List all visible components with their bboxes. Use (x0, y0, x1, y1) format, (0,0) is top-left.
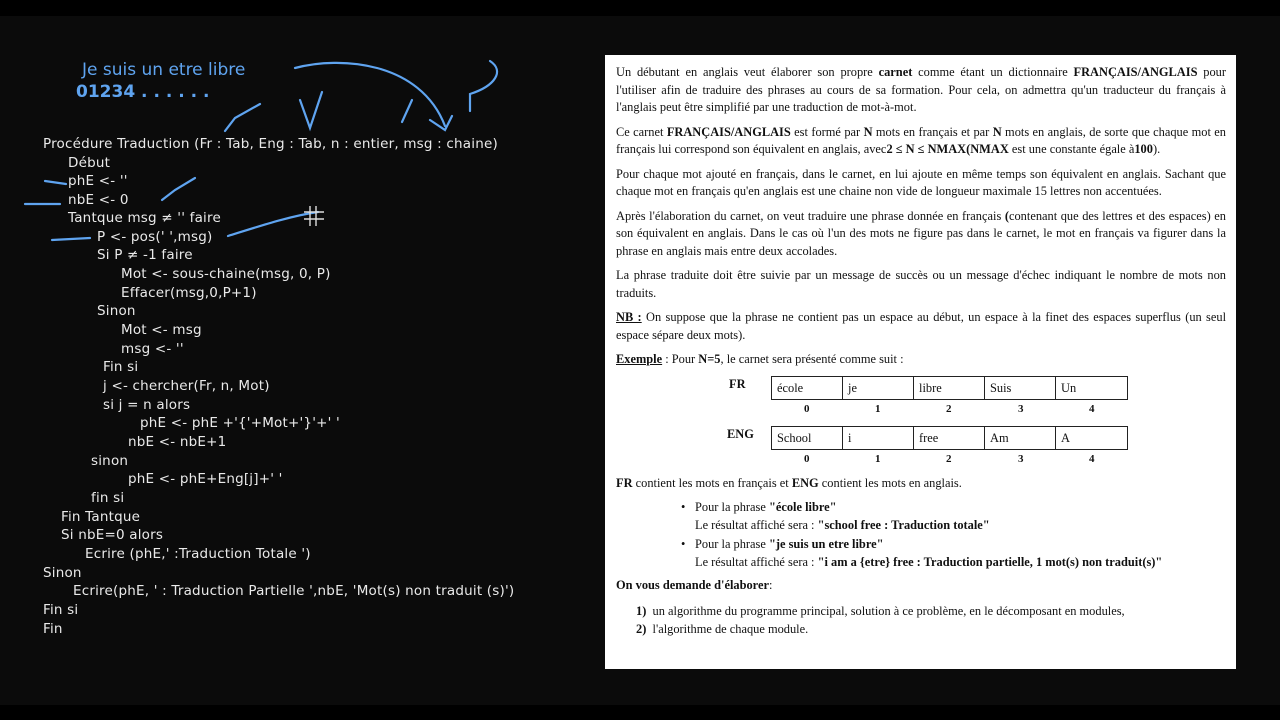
code-line: si j = n alors (103, 397, 191, 413)
paragraph-message: La phrase traduite doit être suivie par un message de succès ou un message d'échec indiquant le nombre de mots non traduits. (616, 268, 1226, 300)
code-line: Mot <- sous-chaine(msg, 0, P) (121, 266, 331, 282)
code-line: Fin si (103, 359, 139, 375)
handwritten-code-pane (0, 16, 600, 705)
paragraph-intro: Un débutant en anglais veut élaborer son propre carnet comme étant un dictionnaire FRANÇAIS/ANGLAIS pour l'utiliser afin de traduire des phrases au cours de sa formation. Pour cela, on admettra qu'un traducteur du français à l'anglais peut être simplifié par une traduction de mot-à-mot. (616, 65, 1226, 114)
ink-question-mark (470, 61, 497, 111)
code-line: Début (68, 155, 111, 171)
index-label: 2 (946, 402, 952, 415)
code-line: Ecrire(phE, ' : Traduction Partielle ',nbE, 'Mot(s) non traduit (s)') (73, 583, 515, 599)
exercise-document (605, 55, 1236, 669)
paragraph-ask: On vous demande d'élaborer: (616, 578, 773, 592)
code-line: phE <- phE+Eng[j]+' ' (128, 471, 283, 487)
top-bar (0, 0, 1280, 16)
code-line: Fin Tantque (61, 509, 141, 525)
ink-line-to-cursor (228, 212, 318, 236)
code-line: Procédure Traduction (Fr : Tab, Eng : Tab, n : entier, msg : chaine) (43, 136, 498, 152)
code-line: nbE <- 0 (68, 192, 129, 208)
eng-cells (771, 426, 1128, 450)
fr-cell: libre (914, 377, 985, 399)
paragraph-nb: NB : On suppose que la phrase ne contient pas un espace au début, un espace à la finet des espaces superflus (un seul espace sépare deux mots). (616, 310, 1227, 342)
code-line: Si nbE=0 alors (61, 527, 164, 543)
example-item: • Pour la phrase "école libre" Le résultat affiché sera : "school free : Traduction totale" (695, 499, 1226, 534)
ink-check-1 (225, 104, 260, 131)
index-label: 4 (1089, 452, 1095, 465)
code-line: fin si (91, 490, 125, 506)
ink-dash-1 (45, 181, 66, 184)
example-heading: Exemple : Pour N=5, le carnet sera présenté comme suit : (616, 352, 904, 366)
fr-indices (624, 400, 1226, 419)
eng-cell: Am (985, 427, 1056, 449)
annotation-indexes: 01234 . . . . . . (76, 82, 210, 102)
ink-check-2 (300, 92, 322, 128)
cursor-icon (304, 206, 324, 226)
code-line: Si P ≠ -1 faire (97, 247, 193, 263)
fr-cell: je (843, 377, 914, 399)
index-label: 3 (1018, 452, 1024, 465)
fr-cells (771, 376, 1128, 400)
index-label: 1 (875, 402, 881, 415)
ink-arrow-curve (295, 63, 445, 126)
eng-cell: i (843, 427, 914, 449)
ink-dash-3 (52, 238, 90, 240)
index-label: 0 (804, 402, 810, 415)
fr-cell: Suis (985, 377, 1056, 399)
eng-cell: School (772, 427, 843, 449)
task-item: 2) l'algorithme de chaque module. (636, 622, 809, 636)
eng-label: ENG (727, 426, 754, 441)
index-label: 2 (946, 452, 952, 465)
code-line: Fin si (43, 602, 79, 618)
index-label: 3 (1018, 402, 1024, 415)
code-line: Ecrire (phE,' :Traduction Totale ') (85, 546, 311, 562)
code-line: nbE <- nbE+1 (128, 434, 227, 450)
code-line: phE <- '' (68, 173, 128, 189)
code-line: P <- pos(' ',msg) (97, 229, 213, 245)
eng-cell: A (1061, 430, 1070, 445)
example-list (616, 499, 1226, 571)
code-line: msg <- '' (121, 341, 184, 357)
fr-label: FR (729, 376, 746, 391)
code-line: Mot <- msg (121, 322, 202, 338)
code-line: sinon (91, 453, 129, 469)
task-item: 1) un algorithme du programme principal, solution à ce problème, en le décomposant en modules, (636, 603, 1125, 618)
paragraph-translation: Après l'élaboration du carnet, on veut traduire une phrase donnée en français (contenant que des lettres et des espaces) en son équivalent en anglais. Dans le cas où l'un des mots ne figure pas dans le carnet, le mot en français va figurer dans la phrase en anglais mais entre deux accolades. (616, 208, 1226, 258)
example-item: • Pour la phrase "je suis un etre libre" Le résultat affiché sera : "i am a {etre} free : Traduction partielle, 1 mot(s) non traduit(s)" (695, 536, 1226, 571)
paragraph-words: Pour chaque mot ajouté en français, dans le carnet, en lui ajoute en même temps son équivalent en anglais. Sachant que chaque mot en français qu'en anglais est une chaine non vide de longueur maximale 15 lettres non accentuées. (616, 166, 1226, 198)
task-list (616, 603, 1226, 639)
index-label: 4 (1089, 402, 1095, 415)
code-line: phE <- phE +'{'+Mot+'}'+' ' (140, 415, 340, 431)
eng-cell: free (914, 427, 985, 449)
ink-tick-3 (402, 100, 412, 122)
eng-indices (624, 450, 1226, 469)
code-line: Sinon (43, 565, 82, 581)
code-line: Fin (43, 621, 63, 637)
fr-cell: Un (1061, 380, 1077, 395)
code-line: Sinon (97, 303, 136, 319)
paragraph-carnet: Ce carnet FRANÇAIS/ANGLAIS est formé par N mots en français et par N mots en anglais, de sorte que chaque mot en français lui correspond son équivalent en anglais, avec2 ≤ N ≤ NMAX(NMAX est une constante égale à100). (616, 124, 1226, 156)
ink-check-4 (162, 178, 195, 200)
code-line: Tantque msg ≠ '' faire (68, 210, 221, 226)
annotation-sentence: Je suis un etre libre (82, 60, 246, 80)
bottom-bar (0, 705, 1280, 720)
ink-annotations (0, 16, 600, 705)
code-line: Effacer(msg,0,P+1) (121, 285, 257, 301)
index-label: 1 (875, 452, 881, 465)
fr-table (624, 376, 1226, 400)
code-line: j <- chercher(Fr, n, Mot) (103, 378, 270, 394)
eng-table (624, 426, 1226, 450)
index-label: 0 (804, 452, 810, 465)
paragraph-contains: FR contient les mots en français et ENG contient les mots en anglais. (616, 475, 962, 490)
fr-cell: école (772, 377, 843, 399)
